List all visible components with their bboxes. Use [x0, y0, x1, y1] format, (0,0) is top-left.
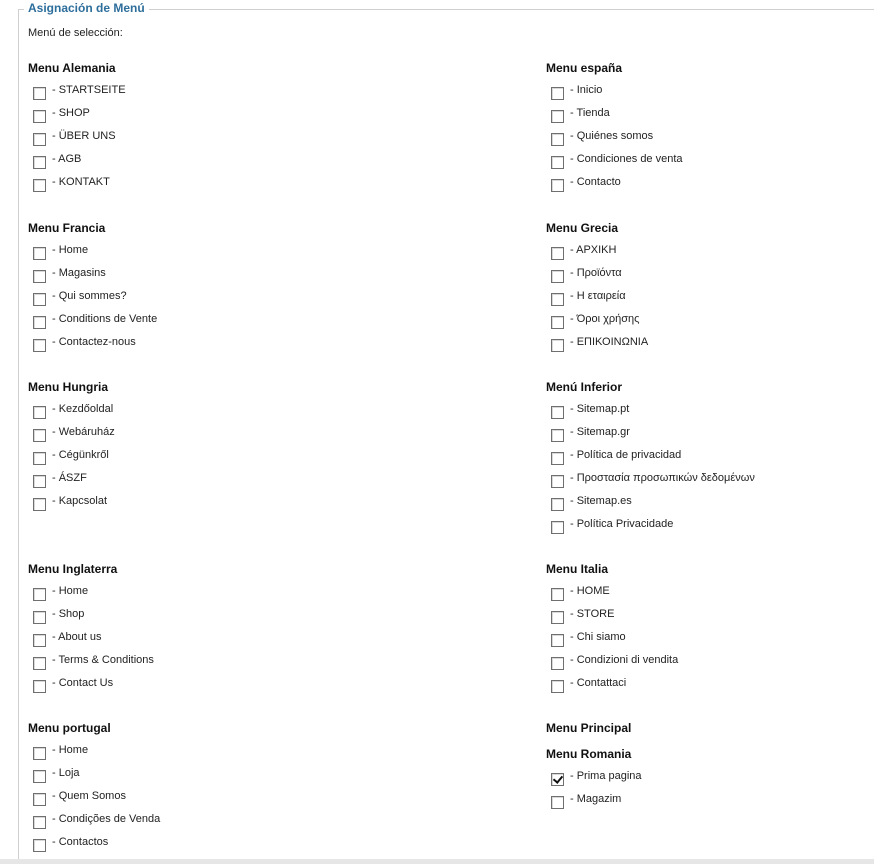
menu-item-label: - Contattaci	[570, 677, 627, 689]
menu-item-label: - Η εταιρεία	[570, 290, 626, 302]
menu-item-row[interactable]	[546, 793, 642, 816]
menu-item-row[interactable]	[546, 518, 755, 541]
menu-item-label: - Qui sommes?	[52, 290, 127, 302]
menu-item-label: - Quem Somos	[52, 790, 126, 802]
menu-item-checkbox[interactable]	[33, 87, 46, 100]
menu-item-checkbox[interactable]	[33, 270, 46, 283]
menu-item-row[interactable]	[28, 153, 126, 176]
panel-legend: Asignación de Menú	[24, 1, 149, 15]
menu-item-row[interactable]	[546, 244, 648, 267]
menu-item-row[interactable]	[28, 813, 160, 836]
menu-item-label: - AGB	[52, 153, 82, 165]
menu-item-row[interactable]	[546, 449, 755, 472]
menu-item-row[interactable]	[28, 767, 160, 790]
menu-item-checkbox[interactable]	[551, 179, 564, 192]
menu-item-checkbox[interactable]	[551, 452, 564, 465]
menu-item-row[interactable]	[546, 426, 755, 449]
menu-item-row[interactable]	[28, 176, 126, 199]
menu-item-row[interactable]	[28, 107, 126, 130]
menu-item-checkbox[interactable]	[33, 611, 46, 624]
menu-item-checkbox[interactable]	[551, 634, 564, 647]
menu-item-row[interactable]	[28, 336, 157, 359]
menu-item-row[interactable]	[28, 608, 154, 631]
menu-group	[546, 380, 755, 541]
menu-item-checkbox[interactable]	[33, 316, 46, 329]
menu-item-checkbox[interactable]	[33, 588, 46, 601]
menu-item-label: - Kezdőoldal	[52, 403, 114, 415]
menu-item-checkbox[interactable]	[33, 293, 46, 306]
menu-group-title: Menu Italia	[546, 562, 609, 576]
menu-item-checkbox[interactable]	[551, 773, 564, 786]
menu-item-checkbox[interactable]	[551, 87, 564, 100]
bottom-bar	[0, 859, 874, 864]
menu-item-label: - Contactez-nous	[52, 336, 136, 348]
menu-item-row[interactable]	[546, 290, 648, 313]
menu-item-row[interactable]	[546, 585, 678, 608]
menu-item-row[interactable]	[28, 313, 157, 336]
menu-group	[28, 221, 157, 359]
menu-item-label: - STORE	[570, 608, 615, 620]
menu-item-label: - Sitemap.es	[570, 495, 632, 507]
menu-item-label: - Sitemap.gr	[570, 426, 630, 438]
menu-item-checkbox[interactable]	[551, 475, 564, 488]
menu-group-title: Menu Romania	[546, 747, 632, 761]
menu-item-label: - Chi siamo	[570, 631, 626, 643]
menu-item-label: - Condiciones de venta	[570, 153, 683, 165]
menu-group	[546, 61, 683, 199]
menu-item-row[interactable]	[28, 677, 154, 700]
menu-item-label: - HOME	[570, 585, 610, 597]
menu-item-checkbox[interactable]	[33, 179, 46, 192]
menu-item-row[interactable]	[546, 313, 648, 336]
menu-item-checkbox[interactable]	[551, 588, 564, 601]
menu-item-row[interactable]	[546, 107, 683, 130]
menu-group	[546, 721, 631, 744]
menu-item-label: - Contactos	[52, 836, 109, 848]
menu-item-checkbox[interactable]	[551, 156, 564, 169]
menu-item-label: - Home	[52, 744, 89, 756]
menu-item-checkbox[interactable]	[33, 406, 46, 419]
menu-item-row[interactable]	[28, 130, 126, 153]
menu-item-label: - Prima pagina	[570, 770, 642, 782]
menu-item-label: - Conditions de Vente	[52, 313, 158, 325]
menu-item-row[interactable]	[28, 244, 157, 267]
menu-group-title: Menu españa	[546, 61, 623, 75]
menu-group	[28, 61, 126, 199]
menu-item-label: - Quiénes somos	[570, 130, 654, 142]
menu-item-row[interactable]	[546, 84, 683, 107]
menu-item-checkbox[interactable]	[33, 339, 46, 352]
menu-item-row[interactable]	[28, 744, 160, 767]
menu-item-label: - Προϊόντα	[570, 267, 622, 279]
menu-item-label: - Webáruház	[52, 426, 115, 438]
menu-item-row[interactable]	[28, 472, 115, 495]
menu-item-label: - Home	[52, 585, 89, 597]
menu-item-checkbox[interactable]	[551, 110, 564, 123]
menu-item-label: - Política Privacidade	[570, 518, 674, 530]
menu-group-title: Menu Inglaterra	[28, 562, 118, 576]
menu-item-row[interactable]	[28, 790, 160, 813]
menu-item-checkbox[interactable]	[33, 634, 46, 647]
menu-item-label: - Home	[52, 244, 89, 256]
menu-item-label: - Προστασία προσωπικών δεδομένων	[570, 472, 755, 484]
menu-item-label: - About us	[52, 631, 102, 643]
menu-item-row[interactable]	[546, 770, 642, 793]
menu-item-label: - Loja	[52, 767, 80, 779]
menu-item-row[interactable]	[28, 654, 154, 677]
menu-item-row[interactable]	[28, 267, 157, 290]
menu-item-row[interactable]	[546, 176, 683, 199]
menu-item-checkbox[interactable]	[33, 133, 46, 146]
menu-item-checkbox[interactable]	[551, 270, 564, 283]
menu-selection-label: Menú de selección:	[28, 27, 123, 39]
menu-item-label: - Sitemap.pt	[570, 403, 630, 415]
menu-item-checkbox[interactable]	[33, 747, 46, 760]
menu-item-row[interactable]	[546, 130, 683, 153]
menu-item-checkbox[interactable]	[551, 429, 564, 442]
menu-item-row[interactable]	[546, 153, 683, 176]
menu-item-checkbox[interactable]	[551, 657, 564, 670]
menu-group	[28, 380, 115, 518]
menu-item-checkbox[interactable]	[33, 156, 46, 169]
menu-item-label: - ΕΠΙΚΟΙΝΩΝΙΑ	[570, 336, 649, 348]
menu-group-title: Menu Grecia	[546, 221, 619, 235]
menu-item-checkbox[interactable]	[551, 680, 564, 693]
menu-item-row[interactable]	[28, 403, 115, 426]
menu-item-row[interactable]	[546, 403, 755, 426]
menu-item-label: - Política de privacidad	[570, 449, 682, 461]
menu-item-label: - Inicio	[570, 84, 603, 96]
menu-item-row[interactable]	[546, 654, 678, 677]
menu-item-row[interactable]	[28, 84, 126, 107]
menu-item-checkbox[interactable]	[33, 657, 46, 670]
menu-item-row[interactable]	[28, 836, 160, 859]
menu-group	[28, 562, 154, 700]
menu-item-row[interactable]	[546, 631, 678, 654]
menu-item-checkbox[interactable]	[551, 293, 564, 306]
menu-item-checkbox[interactable]	[33, 816, 46, 829]
menu-group-title: Menu Principal	[546, 721, 632, 735]
menu-item-row[interactable]	[28, 449, 115, 472]
menu-item-checkbox[interactable]	[33, 452, 46, 465]
menu-group-title: Menu Francia	[28, 221, 106, 235]
menu-item-checkbox[interactable]	[33, 475, 46, 488]
menu-group-title: Menu Alemania	[28, 61, 116, 75]
menu-item-row[interactable]	[28, 290, 157, 313]
menu-item-label: - Magasins	[52, 267, 106, 279]
menu-group-title: Menu Hungria	[28, 380, 108, 394]
menu-item-row[interactable]	[546, 677, 678, 700]
menu-item-checkbox[interactable]	[551, 611, 564, 624]
menu-group	[546, 747, 642, 816]
menu-item-checkbox[interactable]	[33, 247, 46, 260]
menu-item-checkbox[interactable]	[33, 770, 46, 783]
menu-item-label: - Όροι χρήσης	[570, 313, 640, 325]
menu-item-checkbox[interactable]	[33, 498, 46, 511]
menu-item-checkbox[interactable]	[551, 406, 564, 419]
menu-item-checkbox[interactable]	[551, 796, 564, 809]
menu-item-checkbox[interactable]	[33, 429, 46, 442]
menu-item-label: - Condizioni di vendita	[570, 654, 679, 666]
menu-item-checkbox[interactable]	[551, 521, 564, 534]
menu-item-label: - Shop	[52, 608, 85, 620]
menu-item-row[interactable]	[28, 585, 154, 608]
menu-item-label: - Condições de Venda	[52, 813, 161, 825]
menu-item-row[interactable]	[546, 608, 678, 631]
menu-group-title: Menú Inferior	[546, 380, 623, 394]
menu-group-title: Menu portugal	[28, 721, 111, 735]
menu-item-row[interactable]	[28, 426, 115, 449]
menu-item-row[interactable]	[28, 495, 115, 518]
menu-group	[28, 721, 160, 859]
menu-item-label: - Contact Us	[52, 677, 114, 689]
menu-item-checkbox[interactable]	[551, 133, 564, 146]
menu-item-label: - Magazim	[570, 793, 622, 805]
menu-item-label: - ÁSZF	[52, 472, 87, 484]
menu-item-row[interactable]	[546, 267, 648, 290]
menu-item-checkbox[interactable]	[551, 498, 564, 511]
menu-item-label: - Cégünkről	[52, 449, 109, 461]
menu-item-row[interactable]	[546, 495, 755, 518]
menu-item-label: - ÜBER UNS	[52, 130, 116, 142]
menu-item-label: - SHOP	[52, 107, 90, 119]
menu-item-label: - KONTAKT	[52, 176, 110, 188]
menu-item-checkbox[interactable]	[551, 339, 564, 352]
menu-group	[546, 221, 648, 359]
menu-item-label: - Tienda	[570, 107, 610, 119]
menu-item-row[interactable]	[28, 631, 154, 654]
menu-item-checkbox[interactable]	[551, 316, 564, 329]
menu-item-checkbox[interactable]	[33, 793, 46, 806]
menu-item-checkbox[interactable]	[33, 110, 46, 123]
menu-item-row[interactable]	[546, 336, 648, 359]
menu-item-label: - ΑΡΧΙΚΗ	[570, 244, 617, 256]
menu-item-label: - Terms & Conditions	[52, 654, 154, 666]
menu-item-checkbox[interactable]	[551, 247, 564, 260]
menu-item-checkbox[interactable]	[33, 680, 46, 693]
menu-item-checkbox[interactable]	[33, 839, 46, 852]
menu-item-label: - Contacto	[570, 176, 621, 188]
menu-item-label: - STARTSEITE	[52, 84, 126, 96]
menu-group	[546, 562, 678, 700]
menu-item-label: - Kapcsolat	[52, 495, 108, 507]
menu-item-row[interactable]	[546, 472, 755, 495]
